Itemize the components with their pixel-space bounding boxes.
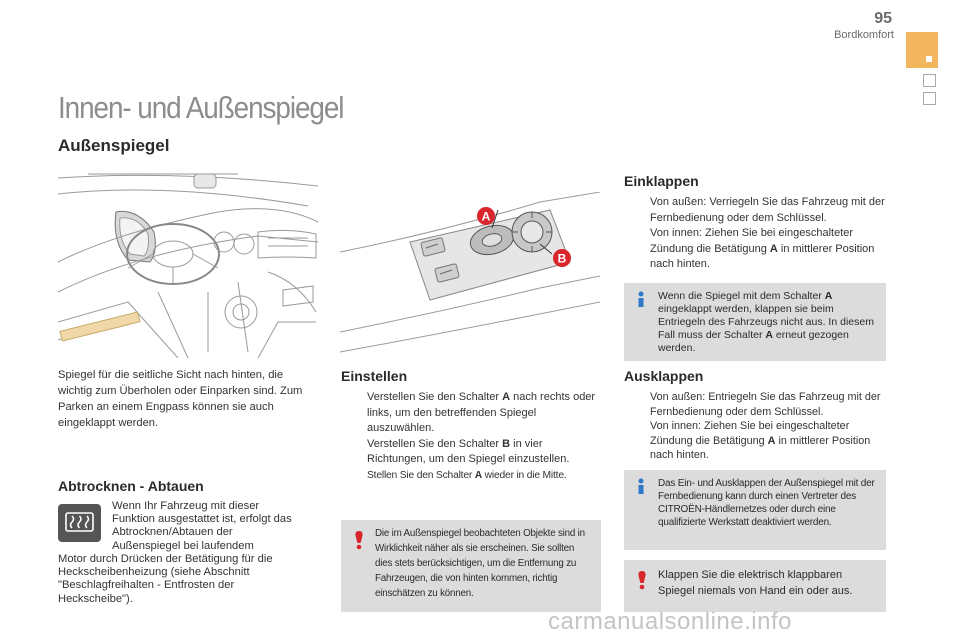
warning-icon [350,530,368,550]
rear-defrost-icon [58,504,101,542]
einstellen-item: Stellen Sie den Schalter A wieder in die Mitte. [367,469,567,481]
chapter-tab-empty [923,92,936,105]
chapter-tab-empty [923,74,936,87]
abtrocknen-text: Motor durch Drücken der Betätigung für die Heckscheibenheizung (siehe Abschnitt "Beschlagfreihalten - Entfrosten der Heckscheibe"). [58,553,273,605]
ausklappen-heading: Ausklappen [624,368,704,384]
einstellen-item: Verstellen Sie den Schalter B in vier Richtungen, um den Spiegel einzustellen. [367,437,570,465]
einklappen-item: Von außen: Verriegeln Sie das Fahrzeug mit der Fernbedienung oder dem Schlüssel. [650,196,885,224]
label-a: A [481,209,491,224]
intro-paragraph: Spiegel für die seitliche Sicht nach hinten, die wichtig zum Überholen oder Einparken sind. Zum Parken an einem Engpass können sie auch eingeklappt werden. [58,369,303,429]
einstellen-warning-text: Die im Außenspiegel beobachteten Objekte sind in Wirklichkeit näher als sie erscheinen. Sie sollten dies stets berücksichtigen, um die Entfernung zu Fahrzeugen, die von hinten kommen, richtig einschätzen zu können. [375,528,585,599]
einklappen-heading: Einklappen [624,173,699,189]
einklappen-list [624,195,886,273]
mirror-switch-illustration [340,192,600,354]
ausklappen-item: Von innen: Ziehen Sie bei eingeschalteter Zündung die Betätigung A in mittlerer Position nach hinten. [650,420,871,461]
einklappen-item: Von innen: Ziehen Sie bei eingeschalteter Zündung die Betätigung A in mittlerer Position nach hinten. [650,227,875,270]
section-title: Außenspiegel [58,136,170,155]
ausklappen-list [624,390,886,463]
warning-icon [633,570,651,590]
section-name: Bordkomfort [834,29,894,41]
watermark: carmanualsonline.info [548,608,792,635]
info-icon [633,478,649,496]
ausklappen-info-text: Das Ein- und Ausklappen der Außenspiegel mit der Fernbedienung kann durch einen Vertreter des CITROËN-Händlernetzes oder durch eine qualifizierte Werkstatt deaktiviert werden. [658,478,875,528]
page-number: 95 [874,10,892,27]
einstellen-item: Verstellen Sie den Schalter A nach rechts oder links, um den betreffenden Spiegel auszuwählen. [367,391,596,434]
chapter-tab [906,32,938,68]
einklappen-info-box: Wenn die Spiegel mit dem Schalter A eingeklappt werden, klappen sie beim Entriegeln des Fahrzeugs nicht aus. In diesem Fall muss der Schalter A erneut gezogen werden. [624,283,886,361]
tab-dot [926,56,932,62]
abtrocknen-heading: Abtrocknen - Abtauen [58,478,204,494]
abtrocknen-text-indented: Wenn Ihr Fahrzeug mit dieser Funktion ausgestattet ist, erfolgt das Abtrocknen/Abtauen der Außenspiegel bei laufendem [112,500,292,552]
car-interior-illustration [58,172,318,358]
ausklappen-warning-box [624,560,886,612]
ausklappen-info-box [624,470,886,550]
page-title: Innen- und Außenspiegel [58,90,344,125]
einstellen-list [341,390,603,483]
ausklappen-warning-text: Klappen Sie die elektrisch klappbaren Spiegel niemals von Hand ein oder aus. [658,569,853,597]
info-icon [633,291,649,309]
einstellen-heading: Einstellen [341,368,408,384]
label-b: B [557,251,567,266]
einstellen-warning-box [341,520,601,612]
ausklappen-item: Von außen: Entriegeln Sie das Fahrzeug mit der Fernbedienung oder dem Schlüssel. [650,391,881,418]
